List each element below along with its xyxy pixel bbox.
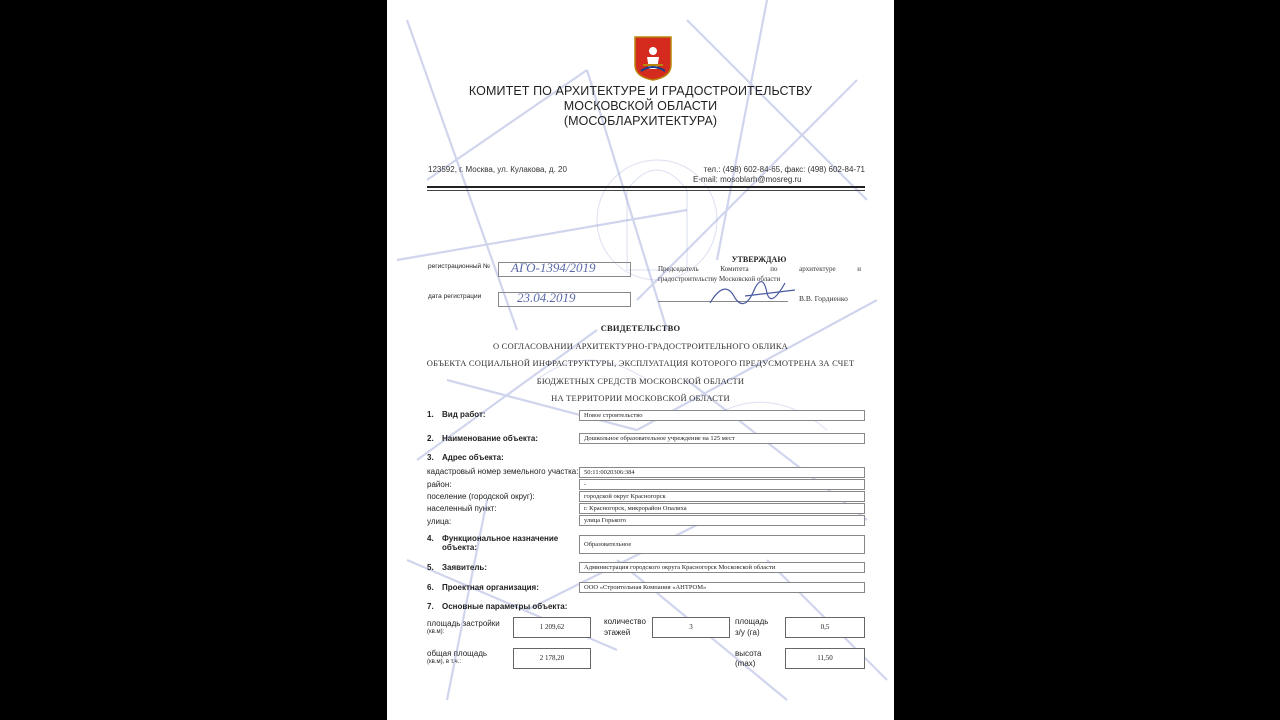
document-page [387,0,894,720]
cadastral-label: кадастровый номер земельного участка: [427,467,579,476]
floors-label-line-2: этажей [604,628,631,637]
reg-date-label: дата регистрации [428,293,482,300]
plot-label-line-1: площадь [735,617,769,626]
section-4-label-line-1: Функциональное назначение [442,534,559,543]
certificate-line-2: ОБЪЕКТА СОЦИАЛЬНОЙ ИНФРАСТРУКТУРЫ, ЭКСПЛУАТАЦИЯ КОТОРОГО ПРЕДУСМОТРЕНА ЗА СЧЕТ [426,358,855,368]
approval-line-2: градостроительству Московской области [658,275,781,283]
org-address: 123592, г. Москва, ул. Кулакова, д. 20 [428,165,567,174]
section-4-label-line-2: объекта: [442,543,478,552]
org-title-line-2: МОСКОВСКОЙ ОБЛАСТИ [563,99,718,113]
header-divider-thin [427,190,865,191]
reg-number-label: регистрационный № [428,263,490,270]
section-5-label: Заявитель: [442,563,487,572]
section-5-number: 5. [427,563,434,572]
reg-number-field [498,262,631,277]
certificate-title: СВИДЕТЕЛЬСТВО [600,323,681,333]
street-field: улица Горького [579,515,865,526]
approval-line-1: Председатель Комитета по архитектуре и [658,265,861,273]
org-email: E-mail: mosoblarh@mosreg.ru [693,175,802,184]
applicant-field: Администрация городского округа Красногорск Московской области [579,562,865,573]
moscow-region-emblem-icon [633,35,673,81]
plot-area-box: 0,5 [785,617,865,638]
locality-label: населенный пункт: [427,504,497,513]
approver-name: В.В. Гордиенко [799,294,848,303]
cadastral-field: 50:11:0020306:384 [579,467,865,478]
section-2-number: 2. [427,434,434,443]
certificate-line-4: НА ТЕРРИТОРИИ МОСКОВСКОЙ ОБЛАСТИ [551,393,730,403]
section-3-number: 3. [427,453,434,462]
total-area-unit: (кв.м), в т.ч.: [427,659,461,665]
height-label-line-1: высота [735,649,762,658]
org-title-line-1: КОМИТЕТ ПО АРХИТЕКТУРЕ И ГРАДОСТРОИТЕЛЬСТВУ [468,84,813,98]
signature-image [705,268,805,318]
reg-date-field [498,292,631,307]
reg-number-value: АГО-1394/2019 [511,260,596,275]
floors-box: 3 [652,617,730,638]
header-divider [427,186,865,188]
work-type-field: Новое строительство [579,410,865,421]
district-label: район: [427,480,452,489]
locality-field: г. Красногорск, микрорайон Опалиха [579,503,865,514]
district-field: - [579,479,865,490]
plot-label-line-2: з/у (га) [735,628,760,637]
height-box: 11,50 [785,648,865,669]
settlement-field: городской округ Красногорск [579,491,865,502]
total-area-box: 2 178,20 [513,648,591,669]
floors-label-line-1: количество [604,617,646,626]
section-7-label: Основные параметры объекта: [442,602,568,611]
built-area-unit: (кв.м): [427,629,445,635]
object-name-field: Дошкольное образовательное учреждение на 125 мест [579,433,865,444]
certificate-line-1: О СОГЛАСОВАНИИ АРХИТЕКТУРНО-ГРАДОСТРОИТЕЛЬНОГО ОБЛИКА [492,341,789,351]
function-field: Образовательное [579,535,865,554]
org-phone: тел.: (498) 602-84-65, факс: (498) 602-84-71 [703,165,865,174]
section-1-number: 1. [427,410,434,419]
section-1-label: Вид работ: [442,410,486,419]
approval-title: УТВЕРЖДАЮ [731,255,787,264]
org-title-line-3: (МОСОБЛАРХИТЕКТУРА) [563,114,718,128]
height-label-line-2: (max) [735,659,756,668]
section-2-label: Наименование объекта: [442,434,538,443]
street-label: улица: [427,517,452,526]
certificate-line-3: БЮДЖЕТНЫХ СРЕДСТВ МОСКОВСКОЙ ОБЛАСТИ [536,376,745,386]
reg-date-value: 23.04.2019 [517,290,576,305]
settlement-label: поселение (городской округ): [427,492,535,501]
total-area-label: общая площадь [427,649,488,658]
section-4-number: 4. [427,534,434,543]
section-6-label: Проектная организация: [442,583,539,592]
design-org-field: ООО «Строительная Компания «АНТРОМ» [579,582,865,593]
section-7-number: 7. [427,602,434,611]
built-area-box: 1 209,62 [513,617,591,638]
section-3-label: Адрес объекта: [442,453,504,462]
section-6-number: 6. [427,583,434,592]
built-area-label: площадь застройки [427,619,500,628]
